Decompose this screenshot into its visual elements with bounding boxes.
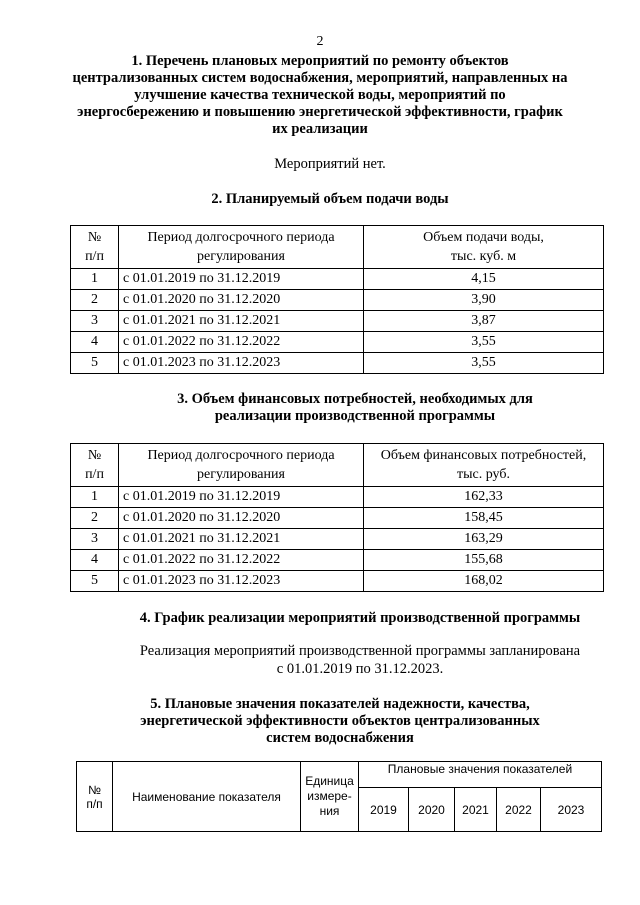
section3-title-line: реализации производственной программы — [214, 408, 496, 424]
row-value: 3,55 — [364, 353, 604, 374]
table-row — [71, 508, 604, 529]
header-num — [71, 444, 119, 487]
section4-text-line: с 01.01.2019 по 31.12.2023. — [276, 661, 444, 677]
header-unit — [301, 762, 359, 832]
table-row — [71, 269, 604, 290]
row-num: 4 — [71, 332, 119, 353]
row-period: с 01.01.2022 по 31.12.2022 — [119, 332, 364, 353]
header-year: 2019 — [359, 788, 409, 832]
section5-title-line: энергетической эффективности объектов централизованных — [140, 713, 540, 729]
row-num: 3 — [71, 311, 119, 332]
row-period: с 01.01.2023 по 31.12.2023 — [119, 571, 364, 592]
section4-text — [0, 642, 640, 678]
header-period — [119, 444, 364, 487]
row-value: 158,45 — [364, 508, 604, 529]
header-num-line: № — [87, 230, 102, 245]
section4-title: 4. График реализации мероприятий производственной программы — [139, 610, 581, 626]
row-num: 5 — [71, 571, 119, 592]
table-row — [71, 487, 604, 508]
water-supply-table — [70, 225, 604, 374]
header-unit-line: ния — [319, 804, 340, 818]
row-value: 163,29 — [364, 529, 604, 550]
financial-needs-table — [70, 443, 604, 592]
indicators-table — [76, 761, 602, 832]
row-period: с 01.01.2021 по 31.12.2021 — [119, 311, 364, 332]
section1-title-line: 1. Перечень плановых мероприятий по ремонту объектов — [131, 53, 509, 69]
header-year: 2021 — [455, 788, 497, 832]
header-period-line: Период долгосрочного периода — [147, 448, 335, 463]
row-num: 1 — [71, 269, 119, 290]
row-period: с 01.01.2020 по 31.12.2020 — [119, 508, 364, 529]
header-planned-values: Плановые значения показателей — [359, 762, 602, 788]
section1-title-line: централизованных систем водоснабжения, мероприятий, направленных на — [72, 70, 568, 86]
row-value: 3,55 — [364, 332, 604, 353]
section1-text: Мероприятий нет. — [274, 156, 386, 172]
header-period — [119, 226, 364, 269]
header-year: 2022 — [497, 788, 541, 832]
row-value: 3,90 — [364, 290, 604, 311]
header-value-line: Объем подачи воды, — [423, 230, 544, 245]
header-value-line: Объем финансовых потребностей, — [380, 448, 587, 463]
row-value: 4,15 — [364, 269, 604, 290]
table-header-row — [77, 762, 602, 788]
table-header-row — [71, 444, 604, 487]
row-value: 155,68 — [364, 550, 604, 571]
row-value: 168,02 — [364, 571, 604, 592]
row-num: 1 — [71, 487, 119, 508]
section2-title: 2. Планируемый объем подачи воды — [211, 191, 449, 207]
header-value-line: тыс. куб. м — [450, 249, 517, 264]
header-num-line: п/п — [85, 249, 104, 264]
row-period: с 01.01.2023 по 31.12.2023 — [119, 353, 364, 374]
row-value: 162,33 — [364, 487, 604, 508]
table-row — [71, 571, 604, 592]
section1-title-line: их реализации — [272, 121, 368, 137]
section3-title — [0, 391, 640, 425]
section5-title — [0, 696, 640, 747]
section5-title-line: систем водоснабжения — [266, 730, 414, 746]
row-period: с 01.01.2022 по 31.12.2022 — [119, 550, 364, 571]
header-num-line: № — [87, 448, 102, 463]
header-unit-line: измере- — [307, 789, 352, 803]
table-row — [71, 311, 604, 332]
section1-title-line: энергосбережению и повышению энергетической эффективности, график — [77, 104, 563, 120]
table-row — [71, 529, 604, 550]
table-row — [71, 550, 604, 571]
row-period: с 01.01.2020 по 31.12.2020 — [119, 290, 364, 311]
table-row — [71, 290, 604, 311]
row-period: с 01.01.2021 по 31.12.2021 — [119, 529, 364, 550]
header-num-line: п/п — [85, 467, 104, 482]
header-year: 2020 — [409, 788, 455, 832]
page-number: 2 — [316, 34, 324, 49]
row-period: с 01.01.2019 по 31.12.2019 — [119, 269, 364, 290]
row-num: 2 — [71, 508, 119, 529]
header-value-line: тыс. руб. — [457, 467, 510, 482]
table-row — [71, 353, 604, 374]
section5-title-line: 5. Плановые значения показателей надежности, качества, — [150, 696, 530, 712]
header-num-line: № — [88, 782, 101, 797]
row-num: 3 — [71, 529, 119, 550]
header-num-line: п/п — [86, 796, 103, 811]
header-num — [71, 226, 119, 269]
header-value — [364, 226, 604, 269]
row-num: 5 — [71, 353, 119, 374]
row-period: с 01.01.2019 по 31.12.2019 — [119, 487, 364, 508]
row-num: 4 — [71, 550, 119, 571]
section1-title-line: улучшение качества технической воды, мероприятий по — [134, 87, 506, 103]
header-year: 2023 — [541, 788, 602, 832]
section4-text-line: Реализация мероприятий производственной программы запланирована — [139, 643, 581, 659]
section1-title — [0, 53, 640, 138]
row-num: 2 — [71, 290, 119, 311]
table-header-row — [71, 226, 604, 269]
section3-title-line: 3. Объем финансовых потребностей, необходимых для — [177, 391, 533, 407]
table-row — [71, 332, 604, 353]
header-period-line: регулирования — [197, 467, 285, 482]
header-indicator-name: Наименование показателя — [113, 762, 301, 832]
header-period-line: Период долгосрочного периода — [147, 230, 335, 245]
header-unit-line: Единица — [305, 774, 354, 788]
header-value — [364, 444, 604, 487]
row-value: 3,87 — [364, 311, 604, 332]
header-period-line: регулирования — [197, 249, 285, 264]
header-num — [77, 762, 113, 832]
